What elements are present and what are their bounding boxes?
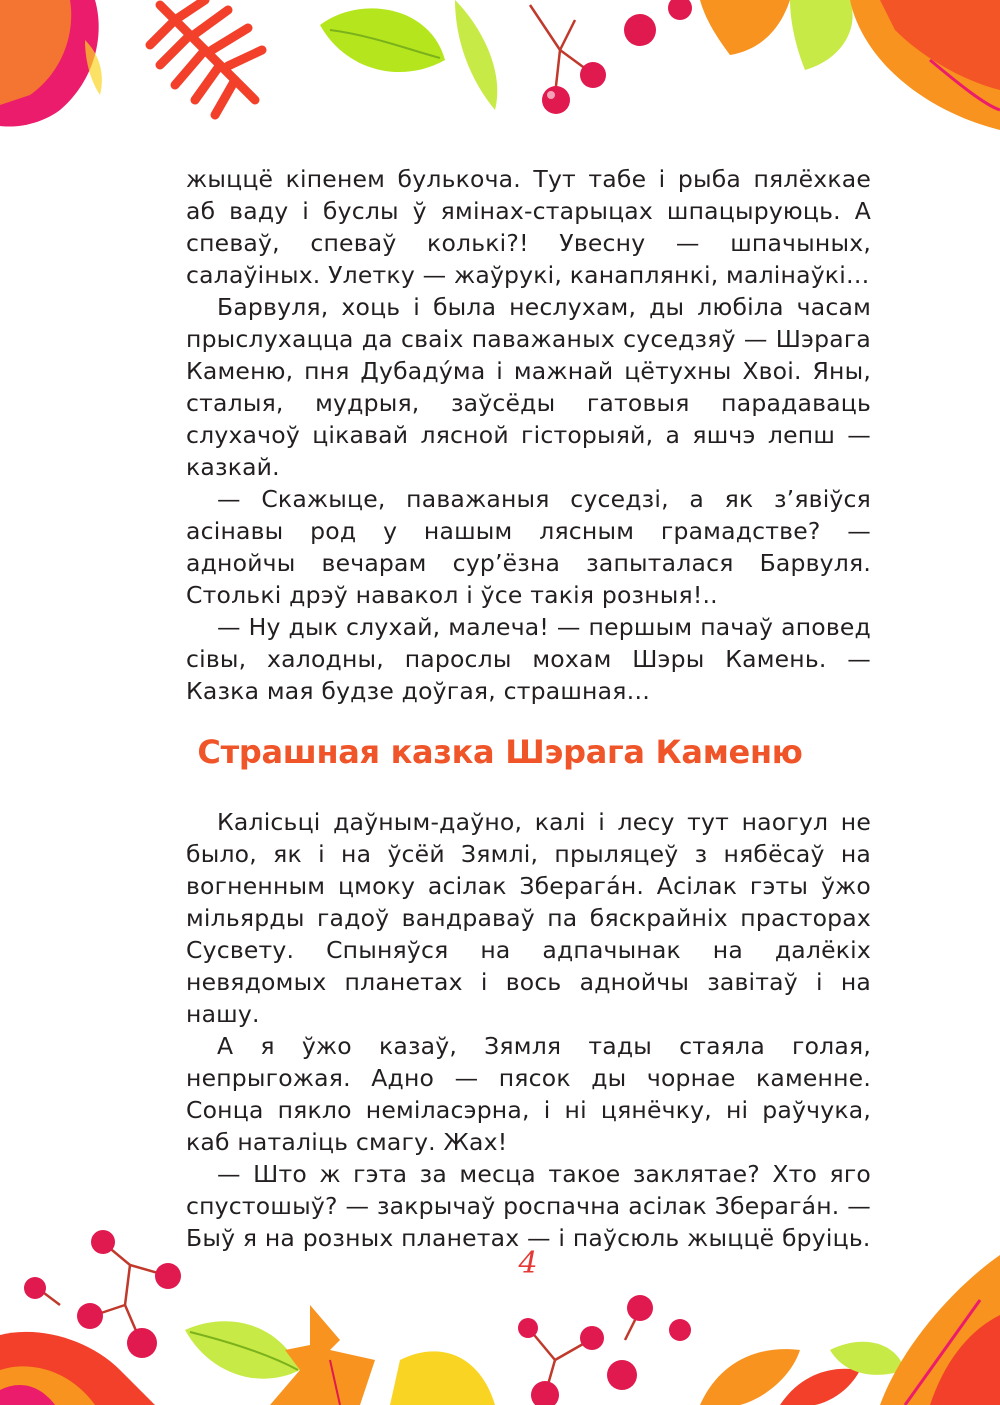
paragraph: Барвуля, хоць і была неслухам, ды любіла часам прыслухацца да сваіх паважаных суседзяў — Шэрага Каменю, пня Дубаду́ма і мажнай цётухны Хвоі. Яны, сталыя, мудрыя, заўсёды гатовыя парадаваць слухачоў цікавай лясной гісторыяй, а яшчэ лепш — казкай. [186, 293, 871, 481]
paragraph: — Скажыце, паважаныя суседзі, а як з’явіўся асінавы род у нашым лясным грамадстве? — аднойчы вечарам сур’ёзна запыталася Барвуля. Столькі дрэў навакол і ўсе такія розныя!.. [186, 485, 871, 609]
paragraph: — Што ж гэта за месца такое заклятае? Хто яго спустошыў? — закрычаў роспачна асілак Зберага́н. — Быў я на розных планетах — і паўсюль жыццё бруіць. [186, 1160, 871, 1252]
top-leaves-decoration-icon [0, 0, 1000, 135]
chapter-body-text [186, 806, 871, 1254]
paragraph: жыццё кіпенем булькоча. Тут табе і рыба пялёхкае аб ваду і буслы ў ямінах-старыцах шпацыруюць. А спеваў, спеваў колькі?! Увесну — шпачыных, салаўіных. Улетку — жаўрукі, канаплянкі, малінаўкі… [186, 165, 871, 289]
page-number: 4 [518, 1246, 538, 1281]
paragraph: Калісьці даўным-даўно, калі і лесу тут наогул не было, як і на ўсёй Зямлі, прыляцеў з нябёсаў на вогненным цмоку асілак Зберага́н. Асілак гэты ўжо мільярды гадоў вандраваў па бяскрайніх прасторах Сусвету. Спыняўся на адпачынак на далёкіх невядомых планетах і вось аднойчы завітаў і на нашу. [186, 808, 871, 1028]
paragraph: А я ўжо казаў, Зямля тады стаяла голая, непрыгожая. Адно — пясок ды чорнае каменне. Сонца пякло неміласэрна, і ні цянёчку, ні раўчука, каб наталіць смагу. Жах! [186, 1032, 871, 1156]
paragraph: — Ну дык слухай, малеча! — першым пачаў аповед сівы, халодны, парослы мохам Шэры Камень. — Казка мая будзе доўгая, страшная… [186, 613, 871, 705]
story-intro-text [186, 163, 871, 707]
chapter-heading: Страшная казка Шэрага Каменю [197, 733, 803, 771]
